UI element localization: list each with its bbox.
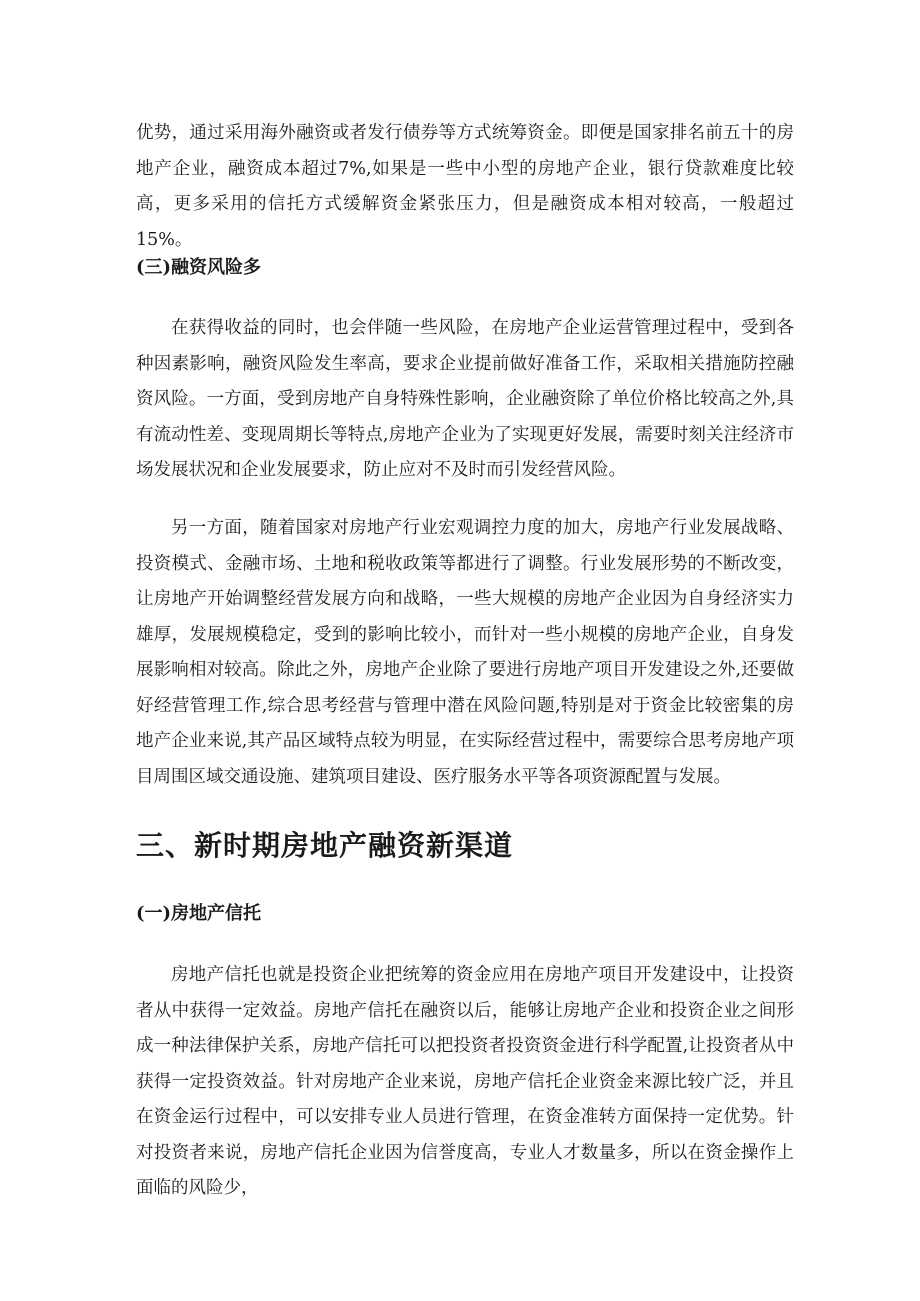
paragraph-risk-other-side: 另一方面，随着国家对房地产行业宏观调控力度的加大，房地产行业发展战略、投资模式、金融市场、土地和税收政策等都进行了调整。行业发展形势的不断改变，让房地产开始调整经营发展方向和战略，一些大规模的房地产企业因为自身经济实力雄厚，发展规模稳定，受到的影响比较小，而针对一些小规模的房地产企业，自身发展影响相对较高。除此之外，房地产企业除了要进行房地产项目开发建设之外,还要做好经营管理工作,综合思考经营与管理中潜在风险问题,特别是对于资金比较密集的房地产企业来说,其产品区域特点较为明显，在实际经营过程中，需要综合思考房地产项目周围区域交通设施、建筑项目建设、医疗服务水平等各项资源配置与发展。 xyxy=(136,518,794,787)
section-heading-new-channels: 三、新时期房地产融资新渠道 xyxy=(136,829,514,862)
subheading-financing-risk: (三)融资风险多 xyxy=(136,257,262,278)
paragraph-financing-cost: 优势，通过采用海外融资或者发行债券等方式统筹资金。即便是国家排名前五十的房地产企业，融资成本超过7%,如果是一些中小型的房地产企业，银行贷款难度比较高，更多采用的信托方式缓解资金紧张压力，但是融资成本相对较高，一般超过15%。 xyxy=(136,123,794,250)
paragraph-real-estate-trust: 房地产信托也就是投资企业把统筹的资金应用在房地产项目开发建设中，让投资者从中获得一定效益。房地产信托在融资以后，能够让房地产企业和投资企业之间形成一种法律保护关系，房地产信托可以把投资者投资资金进行科学配置,让投资者从中获得一定投资效益。针对房地产企业来说，房地产信托企业资金来源比较广泛，并且在资金运行过程中，可以安排专业人员进行管理，在资金准转方面保持一定优势。针对投资者来说，房地产信托企业因为信誉度高，专业人才数量多，所以在资金操作上面临的风险少， xyxy=(136,965,794,1198)
subheading-real-estate-trust: (一)房地产信托 xyxy=(136,903,262,924)
paragraph-risk-one-side: 在获得收益的同时，也会伴随一些风险，在房地产企业运营管理过程中，受到各种因素影响，融资风险发生率高，要求企业提前做好准备工作，采取相关措施防控融资风险。一方面，受到房地产自身特殊性影响，企业融资除了单位价格比较高之外,具有流动性差、变现周期长等特点,房地产企业为了实现更好发展，需要时刻关注经济市场发展状况和企业发展要求，防止应对不及时而引发经营风险。 xyxy=(136,318,794,480)
